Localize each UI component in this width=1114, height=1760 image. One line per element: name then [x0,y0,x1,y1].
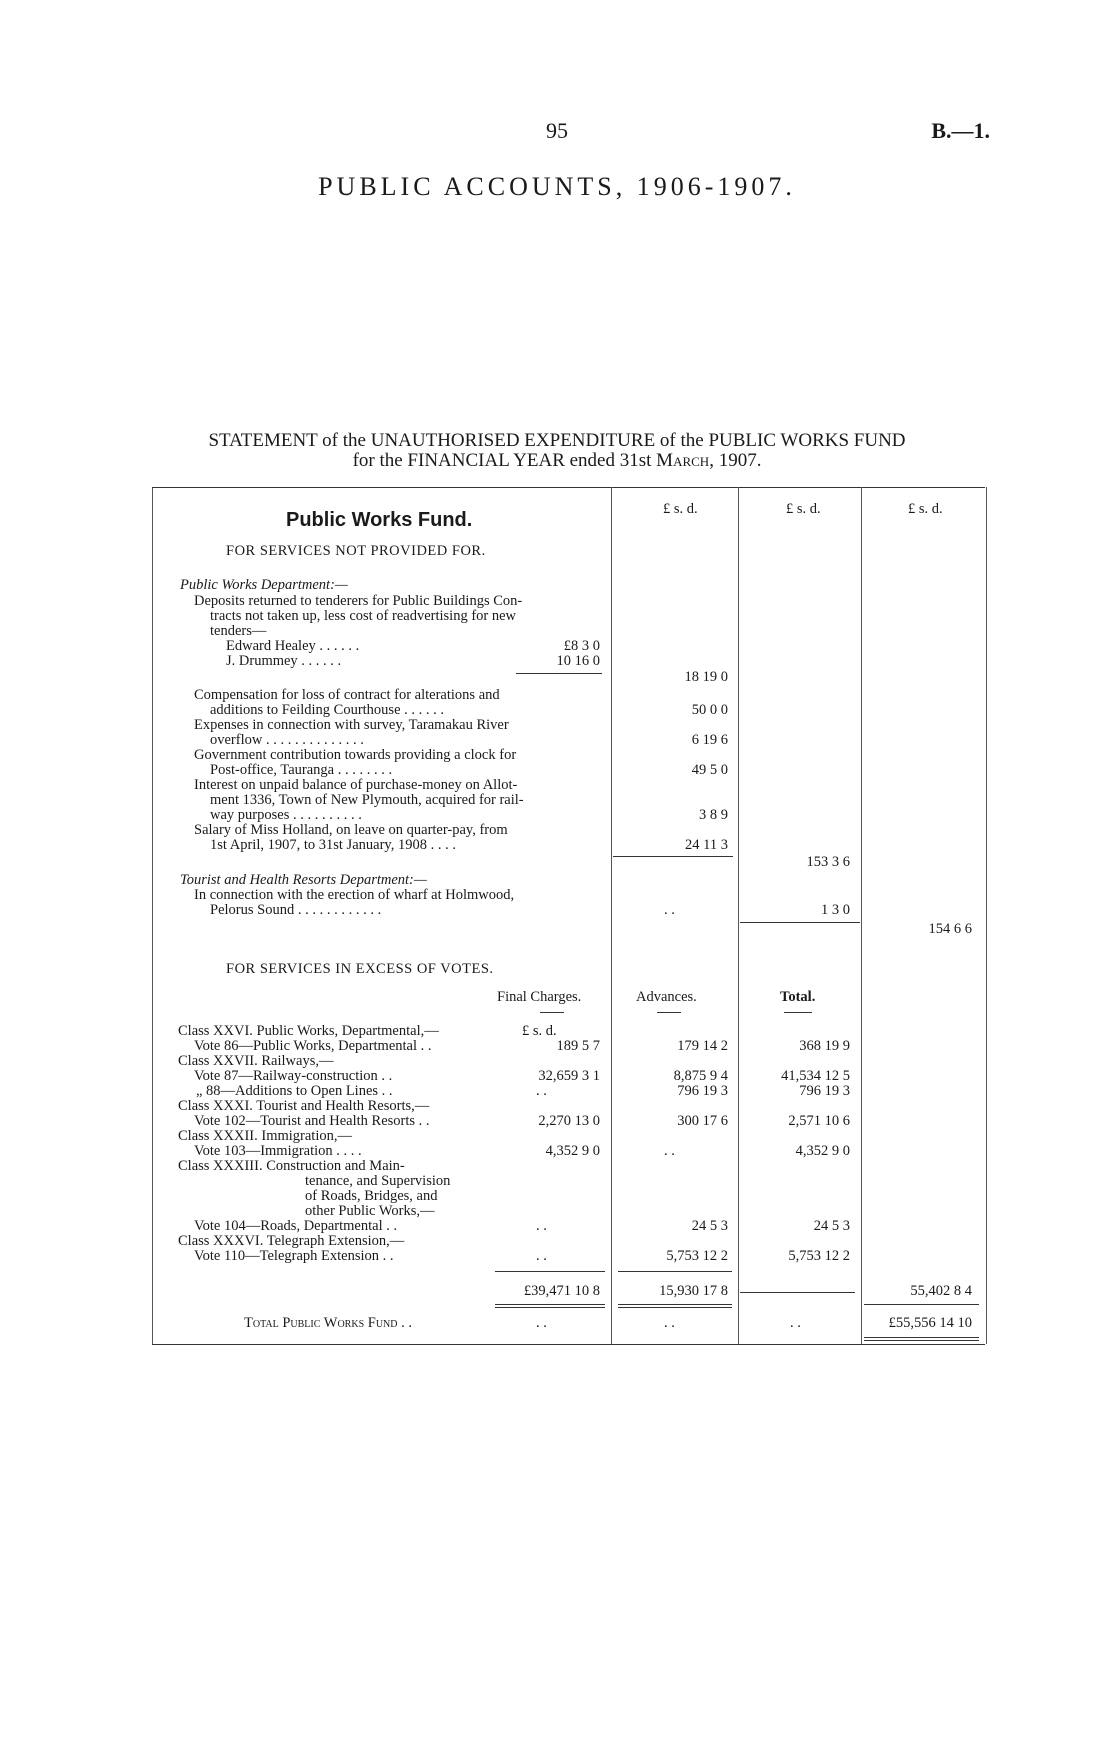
section2-heading: FOR SERVICES IN EXCESS OF VOTES. [226,961,494,977]
advance-cell: 8,875 9 4 [673,1068,728,1084]
col-rule [657,1012,681,1013]
compensation-line: additions to Feilding Courthouse . . . . . . [210,702,445,718]
table-row-label: Class XXXII. Immigration,— [178,1128,352,1144]
deposits-line: Deposits returned to tenderers for Public Buildings Con- [194,593,523,609]
total-cell: 24 5 3 [813,1218,850,1234]
col-final-charges: Final Charges. [497,989,582,1005]
table-end-rule [152,1344,985,1345]
salary-line: 1st April, 1907, to 31st January, 1908 . . . . [210,837,456,853]
totals-sum: 55,402 8 4 [910,1283,972,1299]
compensation-amount: 50 0 0 [691,702,728,718]
healey-amount: £8 3 0 [563,638,600,654]
col-rule [540,1012,564,1013]
interest-line: way purposes . . . . . . . . . . [210,807,362,823]
final-cell: 4,352 9 0 [545,1143,600,1159]
col-total: Total. [780,989,816,1005]
table-row-label: Class XXXIII. Construction and Main- [178,1158,405,1174]
interest-line: Interest on unpaid balance of purchase-money on Allot- [194,777,518,793]
final-cell: . . [536,1083,547,1099]
expenses-line: Expenses in connection with survey, Taramakau River [194,717,509,733]
col1-units: £ s. d. [663,501,698,517]
section1-heading: Public Works Fund. [286,509,473,531]
double-rule [495,1304,605,1305]
subtotal-rule [516,673,602,674]
advance-cell: 300 17 6 [677,1113,728,1129]
grand-c3: . . [790,1315,801,1331]
column-rule-1 [611,487,612,1344]
double-rule [495,1307,605,1308]
grand-total-amount: £55,556 14 10 [888,1315,972,1331]
final-cell: . . [536,1248,547,1264]
table-row-label: Class XXXI. Tourist and Health Resorts,— [178,1098,430,1114]
total-cell: 368 19 9 [799,1038,850,1054]
col2-units: £ s. d. [786,501,821,517]
table-row-label: of Roads, Bridges, and [305,1188,438,1204]
deposits-total: 18 19 0 [684,669,728,685]
section1-subheading: FOR SERVICES NOT PROVIDED FOR. [226,543,486,559]
total-cell: 5,753 12 2 [788,1248,850,1264]
section1-total-rule [740,922,860,923]
document-reference: B.—1. [931,118,990,143]
dept-tourist: Tourist and Health Resorts Department:— [180,872,427,888]
grand-total-label: Total Public Works Fund . . [244,1315,412,1331]
grand-double-rule [864,1337,979,1338]
col3-units: £ s. d. [908,501,943,517]
totals-advances: 15,930 17 8 [659,1283,728,1299]
total-cell: 2,571 10 6 [788,1113,850,1129]
totals-final: £39,471 10 8 [523,1283,600,1299]
table-row-label: Vote 110—Telegraph Extension . . [194,1248,394,1264]
page-number: 95 [546,118,568,143]
table-row-label: Vote 86—Public Works, Departmental . . [194,1038,432,1054]
grand-double-rule [864,1340,979,1341]
salary-amount: 24 11 3 [685,837,728,853]
advance-cell: . . [664,1143,675,1159]
table-row-label: other Public Works,— [305,1203,435,1219]
drummey-label: J. Drummey . . . . . . [226,653,342,669]
grand-c2: . . [664,1315,675,1331]
government-amount: 49 5 0 [691,762,728,778]
double-rule [618,1304,732,1305]
totals-connector [740,1292,855,1293]
interest-line: ment 1336, Town of New Plymouth, acquired for rail- [210,792,524,808]
page-title: PUBLIC ACCOUNTS, 1906-1907. [318,172,796,201]
column-rule-3 [861,487,862,1344]
final-cell: . . [536,1218,547,1234]
expenses-line: overflow . . . . . . . . . . . . . . [210,732,364,748]
totals-rule [495,1271,605,1272]
wharf-line: Pelorus Sound . . . . . . . . . . . . [210,902,382,918]
grand-c1: . . [536,1315,547,1331]
table-row-label: Vote 104—Roads, Departmental . . [194,1218,398,1234]
table-row-label: Vote 102—Tourist and Health Resorts . . [194,1113,430,1129]
grand-top-rule [864,1304,979,1305]
wharf-amount: 1 3 0 [821,902,850,918]
table-row-label: Class XXXVI. Telegraph Extension,— [178,1233,405,1249]
wharf-col1: . . [664,902,675,918]
drummey-amount: 10 16 0 [556,653,600,669]
final-cell: 32,659 3 1 [538,1068,600,1084]
advance-cell: 179 14 2 [677,1038,728,1054]
dept1-total-rule [613,856,733,857]
col-advances: Advances. [636,989,697,1005]
double-rule [618,1307,732,1308]
salary-line: Salary of Miss Holland, on leave on quarter-pay, from [194,822,508,838]
dept1-total: 153 3 6 [806,854,850,870]
statement-title-line2: for the FINANCIAL YEAR ended 31st March, 1907. [352,450,762,471]
final-cell: 2,270 13 0 [538,1113,600,1129]
government-line: Post-office, Tauranga . . . . . . . . [210,762,393,778]
table-row-label: Vote 103—Immigration . . . . [194,1143,362,1159]
final-units: £ s. d. [522,1023,557,1039]
section1-total: 154 6 6 [928,921,972,937]
deposits-line: tenders— [210,623,267,639]
column-rule-2 [738,487,739,1344]
deposits-line: tracts not taken up, less cost of readvertising for new [210,608,517,624]
table-row-label: Vote 87—Railway-construction . . [194,1068,393,1084]
table-row-label: Class XXVI. Public Works, Departmental,— [178,1023,439,1039]
total-cell: 796 19 3 [799,1083,850,1099]
total-cell: 41,534 12 5 [781,1068,850,1084]
dept-public-works: Public Works Department:— [180,577,348,593]
total-cell: 4,352 9 0 [795,1143,850,1159]
table-row-label: tenance, and Supervision [305,1173,451,1189]
totals-rule [618,1271,732,1272]
advance-cell: 5,753 12 2 [666,1248,728,1264]
healey-label: Edward Healey . . . . . . [226,638,360,654]
advance-cell: 796 19 3 [677,1083,728,1099]
wharf-line: In connection with the erection of wharf at Holmwood, [194,887,515,903]
compensation-line: Compensation for loss of contract for alterations and [194,687,500,703]
table-row-label: Class XXVII. Railways,— [178,1053,334,1069]
col-rule [784,1012,812,1013]
expenses-amount: 6 19 6 [691,732,728,748]
advance-cell: 24 5 3 [691,1218,728,1234]
government-line: Government contribution towards providing a clock for [194,747,517,763]
statement-title-line1: STATEMENT of the UNAUTHORISED EXPENDITURE of the PUBLIC WORKS FUND [208,430,906,451]
final-cell: 189 5 7 [556,1038,600,1054]
table-row-label: „ 88—Additions to Open Lines . . [196,1083,393,1099]
interest-amount: 3 8 9 [699,807,728,823]
